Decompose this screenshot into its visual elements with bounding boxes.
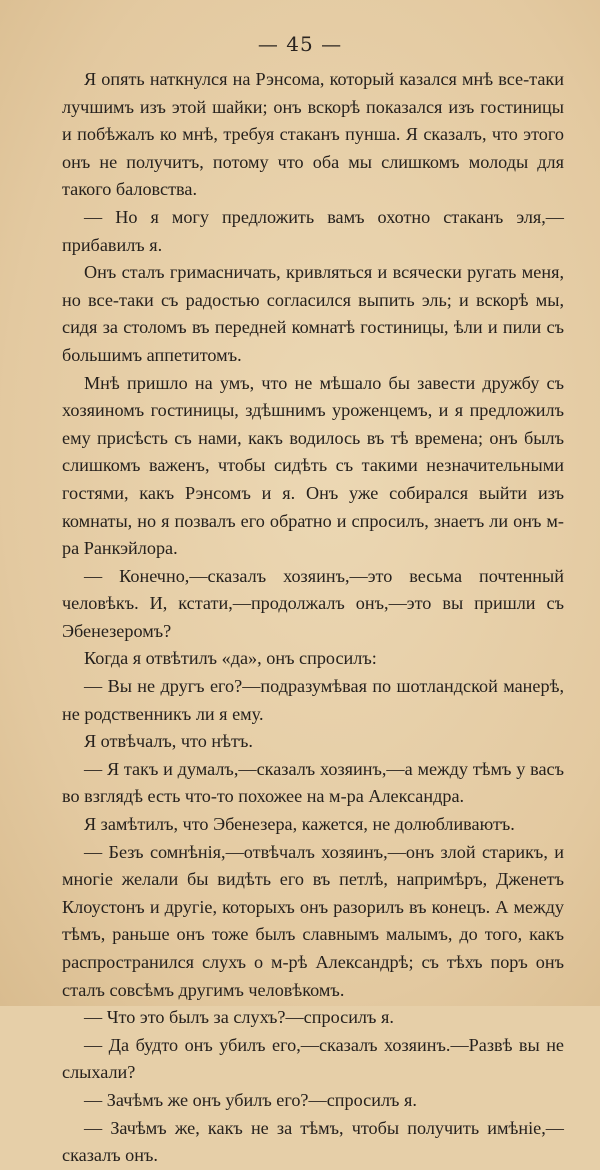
page-number: — 45 — xyxy=(257,32,343,56)
paragraph: Я отвѣчалъ, что нѣтъ. xyxy=(84,731,253,752)
paragraph: Онъ сталъ гримасничать, кривляться и всячески ругать меня, но все-таки съ радостью согласился выпить эль; и вскорѣ мы, сидя за столомъ въ передней комнатѣ гостиницы, ѣли и пили съ большимъ аппетитомъ. xyxy=(62,262,564,365)
paragraph: — Да будто онъ убилъ его,—сказалъ хозяинъ.—Развѣ вы не слыхали? xyxy=(62,1034,564,1083)
paragraph: Я опять наткнулся на Рэнсома, который казался мнѣ все-таки лучшимъ изъ этой шайки; онъ вскорѣ показался изъ гостиницы и побѣжалъ ко мнѣ, требуя стаканъ пунша. Я сказалъ, что этого онъ не получитъ, потому что оба мы слишкомъ молоды для такого баловства. xyxy=(62,69,564,200)
paragraph: — Зачѣмъ же онъ убилъ его?—спросилъ я. xyxy=(84,1089,417,1110)
paragraph: — Вы не другъ его?—подразумѣвая по шотландской манерѣ, не родственникъ ли я ему. xyxy=(62,676,564,724)
paragraph: — Но я могу предложить вамъ охотно стаканъ эля,—прибавилъ я. xyxy=(62,206,564,255)
paragraph: — Конечно,—сказалъ хозяинъ,—это весьма почтенный человѣкъ. И, кстати,—продолжалъ онъ,—это вы пришли съ Эбенезеромъ? xyxy=(62,565,564,641)
paragraph: Когда я отвѣтилъ «да», онъ спросилъ: xyxy=(84,648,377,669)
paragraph: Мнѣ пришло на умъ, что не мѣшало бы завести дружбу съ хозяиномъ гостиницы, здѣшнимъ уроженцемъ, и я предложилъ ему присѣсть съ нами, какъ водилось въ тѣ времена; онъ былъ слишкомъ важенъ, чтобы сидѣть съ такими незначительными гостями, какъ Рэнсомъ и я. Онъ уже собирался выйти изъ комнаты, но я позвалъ его обратно и спросилъ, знаетъ ли онъ м-ра Ранкэйлора. xyxy=(62,372,564,559)
paragraph: — Безъ сомнѣнія,—отвѣчалъ хозяинъ,—онъ злой старикъ, и многіе желали бы видѣть его въ петлѣ, напримѣръ, Дженетъ Клоустонъ и другіе, которыхъ онъ разорилъ въ конецъ. А между тѣмъ, раньше онъ тоже былъ славнымъ малымъ, до того, какъ распространился слухъ о м-рѣ Александрѣ; съ тѣхъ поръ онъ сталъ совсѣмъ другимъ человѣкомъ. xyxy=(62,841,564,1000)
body-text xyxy=(62,66,564,1170)
paragraph: Я замѣтилъ, что Эбенезера, кажется, не долюбливаютъ. xyxy=(84,814,515,835)
paragraph: — Зачѣмъ же, какъ не за тѣмъ, чтобы получить имѣніе,—сказалъ онъ. xyxy=(62,1117,564,1166)
paragraph: — Я такъ и думалъ,—сказалъ хозяинъ,—а между тѣмъ у васъ во взглядѣ есть что-то похожее на м-ра Александра. xyxy=(62,758,564,807)
paragraph: — Что это былъ за слухъ?—спросилъ я. xyxy=(84,1007,394,1028)
